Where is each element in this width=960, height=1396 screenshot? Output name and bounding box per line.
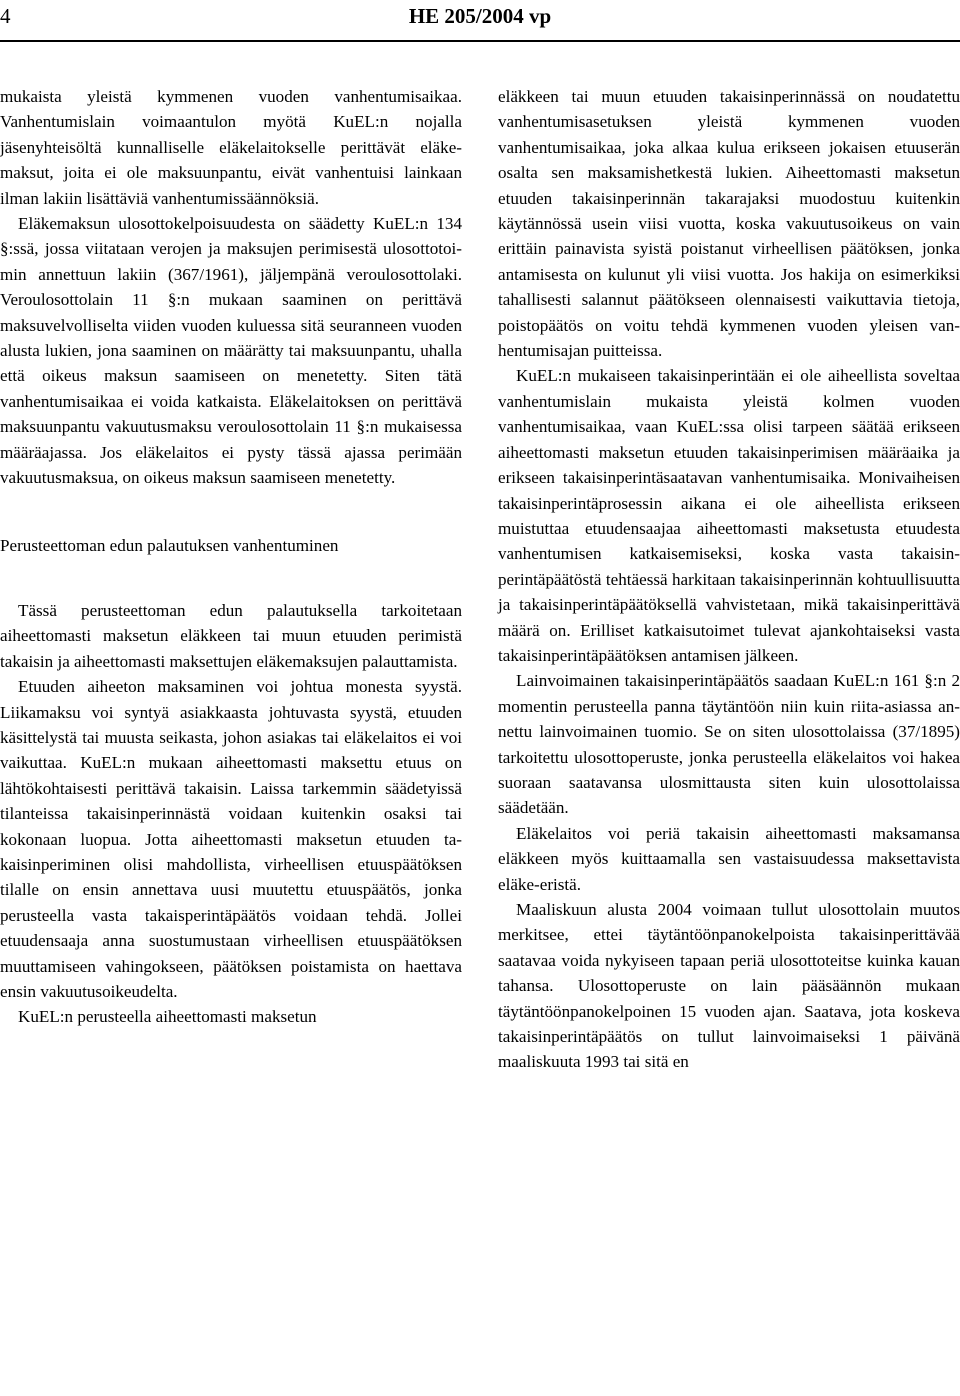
- paragraph: Eläkelaitos voi periä takaisin aiheettomasti maksamansa eläkkeen myös kuittaamalla sen vastaisuudessa maksettavista eläke-eristä.: [498, 823, 960, 894]
- paragraph: KuEL:n perusteella aiheettomasti maksetun: [18, 1007, 317, 1027]
- paragraph: Lainvoimainen takaisinperintäpäätös saadaan KuEL:n 161 §:n 2 momentin perusteella panna täytäntöön niin kuin riita-asiassa annettu lainvoimainen tuomio. Se on siten ulosottolaissa (37/1895) tarkoitettu ulosottoperuste, jonka perusteella eläkelaitos voi hakea suoraan saatavansa ulosmittausta siten kuin ulosottolaissa säädetään.: [498, 671, 960, 818]
- page-header: [0, 0, 960, 32]
- paragraph: mukaista yleistä kymmenen vuoden vanhentumisaikaa. Vanhentumislain voimaantulon myötä KuEL:n nojalla jäsenyhteisöltä kunnalliselle eläkelaitokselle perittävät eläkemaksut, joita ei ole maksuunpantu, eivät vanhentuisi lainkaan ilman lakiin lisättäviä vanhentumissäännöksiä.: [0, 87, 462, 208]
- paragraph: KuEL:n mukaiseen takaisinperintään ei ole aiheellista soveltaa vanhentumislain mukaista yleistä kolmen vuoden vanhentumisaikaa, vaan KuEL:ssa olisi tarpeen säätää erikseen aiheettomasti maksetun etuuden takaisinperimisen määräaika ja erikseen takaisinperintäsaatavan vanhentumisaika. Monivaiheisen takaisinperintäprosessin aikana ei ole aiheellista erikseen muistuttaa etuudensaajaa aiheettomasti maksetusta etuudesta vanhentumisen katkaisemiseksi, koska vasta takaisinperintäpäätöstä tehtäessä harkitaan takaisinperinnän kohtuullisuutta ja takaisinperintäpäätöksellä vahvistetaan, mikä takaisinperittävä määrä on. Erilliset katkaisutoimet tulevat ajankohtaiseksi vasta takaisinperintäpäätöksen antamisen jälkeen.: [498, 366, 960, 665]
- paragraph: Maaliskuun alusta 2004 voimaan tullut ulosottolain muutos merkitsee, ettei täytäntöönpanokelpoista takaisinperittävää saatavaa voida nykyiseen tapaan periä ulosottoteitse kuinka kauan tahansa. Ulosottoperuste on lain pääsäännön mukaan täytäntöönpanokelpoinen 15 vuoden ajan. Saatava, jota koskeva takaisinperintäpäätös on tullut lainvoimaiseksi 1 päivänä maaliskuuta 1993 tai sitä en: [498, 900, 960, 1072]
- left-column: [0, 84, 462, 1030]
- right-column: [498, 84, 960, 1075]
- header-rule: [0, 40, 960, 42]
- page-number: 4: [0, 4, 11, 28]
- paragraph: Eläkemaksun ulosottokelpoisuudesta on säädetty KuEL:n 134 §:ssä, jossa viitataan verojen ja maksujen perimisestä ulosottotoimin annettuun lakiin (367/1961), jäljempänä veroulosottolaki. Veroulosottolain 11 §:n mukaan saaminen on perittävä maksuvelvolliselta viiden vuoden kuluessa sitä seuranneen vuoden alusta lukien, jona saaminen on määrätty tai maksuunpantu, uhalla että oikeus maksun saamiseen on menetetty. Siten tätä vanhentumisaikaa ei voida katkaista. Eläkelaitoksen on perittävä maksuunpantu vakuutusmaksu veroulosottolain 11 §:n mukaisessa määräajassa. Jos eläkelaitos ei pysty tässä ajassa perimään vakuutusmaksua, on oikeus maksun saamiseen menetetty.: [0, 214, 462, 488]
- document-id: HE 205/2004 vp: [408, 4, 552, 28]
- paragraph: eläkkeen tai muun etuuden takaisinperinnässä on noudatettu vanhentumisasetuksen yleistä kymmenen vuoden vanhentumisaikaa, joka alkaa kulua erikseen jokaisen etuuserän osalta sen maksamishetkestä lukien. Aiheettomasti maksetun etuuden takaisinperinnän takarajaksi muodostuu kuitenkin käytännössä usein viisi vuotta, koska vakuutusoikeus on vain erittäin painavista syistä poistanut virheellisen päätöksen, jonka antamisesta on kulunut yli viisi vuotta. Jos hakija on esimerkiksi tahallisesti salannut päätökseen olennaisesti vaikuttavia tietoja, poistopäätös on voitu tehdä kymmenen vuoden yleisen vanhentumisajan puitteissa.: [498, 87, 960, 361]
- paragraph: Etuuden aiheeton maksaminen voi johtua monesta syystä. Liikamaksu voi syntyä asiakkaasta johtuvasta syystä, etuuden käsittelystä tai muusta seikasta, johon asiakas tai eläkelaitos ei voi vaikuttaa. KuEL:n mukaan aiheettomasti maksettu etuus on lähtökohtaisesti perittävä takaisin. Laissa tarkemmin säädetyissä tilanteissa takaisinperinnästä voidaan kuitenkin osaksi tai kokonaan luopua. Jotta aiheettomasti maksetun etuuden takaisinperiminen olisi mahdollista, virheellisen etuuspäätöksen tilalle on ensin annettava uusi muutettu etuuspäätös, jonka perusteella vasta takaisperintäpäätös voidaan tehdä. Jollei etuudensaaja anna suostumustaan virheellisen etuuspäätöksen muuttamiseen vahingokseen, päätöksen poistamista on haettava ensin vakuutusoikeudelta.: [0, 677, 462, 1001]
- paragraph: Tässä perusteettoman edun palautuksella tarkoitetaan aiheettomasti maksetun eläkkeen tai muun etuuden perimistä takaisin ja aiheettomasti maksettujen eläkemaksujen palauttamista.: [0, 600, 462, 671]
- section-heading: Perusteettoman edun palautuksen vanhentuminen: [0, 535, 339, 555]
